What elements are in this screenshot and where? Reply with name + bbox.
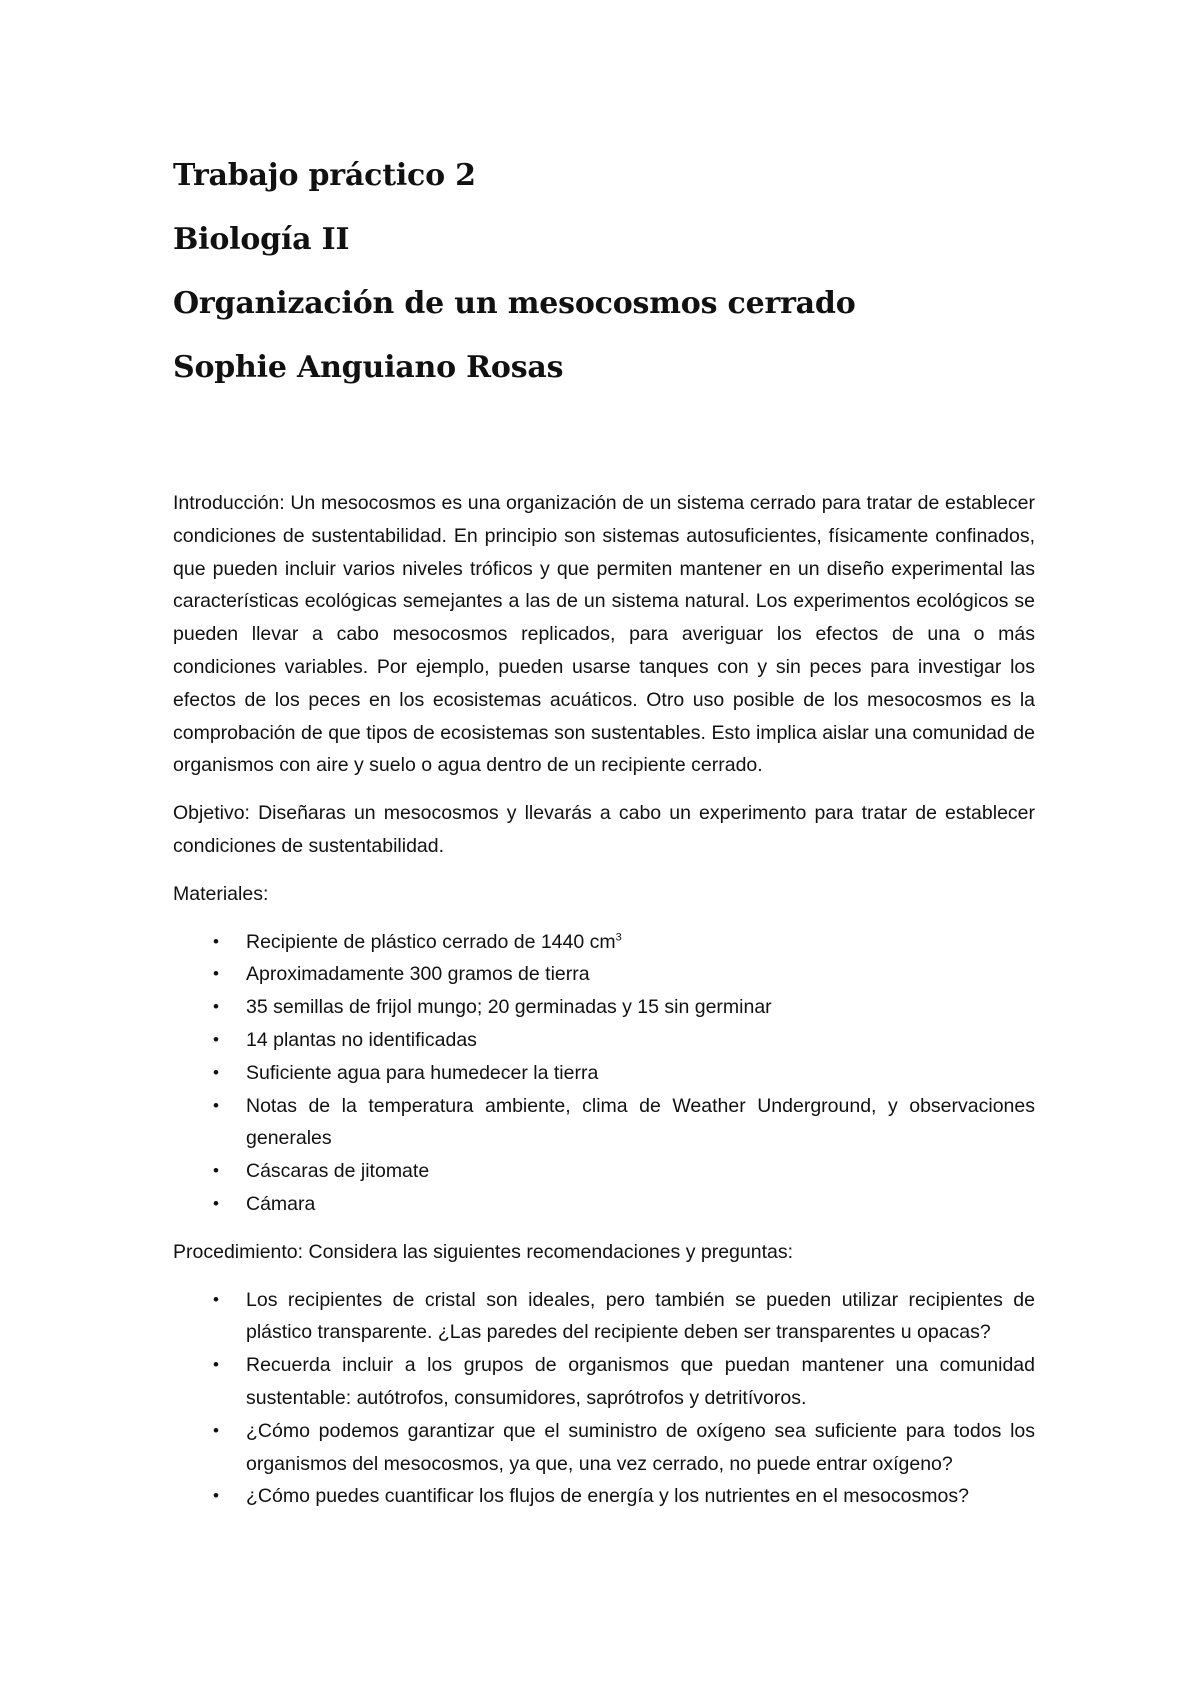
list-item xyxy=(173,1024,1035,1057)
procedure-heading: Procedimiento: Considera las siguientes recomendaciones y preguntas: xyxy=(173,1240,794,1263)
list-item xyxy=(173,1155,1035,1188)
bullet-icon: • xyxy=(213,1062,219,1082)
list-item xyxy=(173,1284,1035,1350)
objective-paragraph: Objetivo: Diseñaras un mesocosmos y llevarás a cabo un experimento para tratar de establecer condiciones de sustentabilidad. xyxy=(173,802,1035,857)
bullet-icon: • xyxy=(213,1161,219,1181)
procedure-list xyxy=(173,1284,1035,1514)
list-item xyxy=(173,991,1035,1024)
introduction-paragraph: Introducción: Un mesocosmos es una organización de un sistema cerrado para tratar de establecer condiciones de sustentabilidad. En principio son sistemas autosuficientes, físicamente confinados, que pueden incluir varios niveles tróficos y que permiten mantener en un diseño experimental las características ecológicas semejantes a las de un sistema natural. Los experimentos ecológicos se pueden llevar a cabo mesocosmos replicados, para averiguar los efectos de una o más condiciones variables. Por ejemplo, pueden usarse tanques con y sin peces para investigar los efectos de los peces en los ecosistemas acuáticos. Otro uso posible de los mesocosmos es la comprobación de que tipos de ecosistemas son sustentables. Esto implica aislar una comunidad de organismos con aire y suelo o agua dentro de un recipiente cerrado. xyxy=(173,492,1035,777)
material-text: Aproximadamente 300 gramos de tierra xyxy=(246,963,590,986)
bullet-icon: • xyxy=(213,1420,219,1440)
material-text: Cáscaras de jitomate xyxy=(246,1160,430,1183)
bullet-icon: • xyxy=(213,1486,219,1506)
document-title: Trabajo práctico 2 xyxy=(173,158,476,193)
material-text: Recipiente de plástico cerrado de 1440 cm xyxy=(246,930,616,953)
list-item xyxy=(173,926,1035,959)
list-item xyxy=(173,1480,1035,1513)
list-item xyxy=(173,1349,1035,1415)
procedure-text: ¿Cómo podemos garantizar que el suministro de oxígeno sea suficiente para todos los organismos del mesocosmos, ya que, una vez cerrado, no puede entrar oxígeno? xyxy=(246,1419,1035,1475)
materials-list xyxy=(173,926,1035,1221)
bullet-icon: • xyxy=(213,964,219,984)
material-text: Cámara xyxy=(246,1192,316,1215)
document-body xyxy=(173,487,1035,1528)
bullet-icon: • xyxy=(213,931,219,951)
material-text: Suficiente agua para humedecer la tierra xyxy=(246,1061,599,1084)
topic-heading: Organización de un mesocosmos cerrado xyxy=(173,286,856,321)
list-item xyxy=(173,1057,1035,1090)
bullet-icon: • xyxy=(213,1193,219,1213)
list-item xyxy=(173,1415,1035,1481)
list-item xyxy=(173,958,1035,991)
subject-heading: Biología II xyxy=(173,222,350,257)
title-block xyxy=(173,144,1035,400)
procedure-text: Recuerda incluir a los grupos de organismos que puedan mantener una comunidad sustentable: autótrofos, consumidores, saprótrofos y detritívoros. xyxy=(246,1354,1035,1409)
bullet-icon: • xyxy=(213,997,219,1017)
author-name: Sophie Anguiano Rosas xyxy=(173,350,564,385)
bullet-icon: • xyxy=(213,1095,219,1115)
list-item xyxy=(173,1188,1035,1221)
bullet-icon: • xyxy=(213,1355,219,1375)
bullet-icon: • xyxy=(213,1029,219,1049)
materials-heading: Materiales: xyxy=(173,882,269,905)
material-text: 14 plantas no identificadas xyxy=(246,1028,477,1051)
material-text: 35 semillas de frijol mungo; 20 germinadas y 15 sin germinar xyxy=(246,996,772,1019)
list-item xyxy=(173,1090,1035,1156)
superscript: 3 xyxy=(615,931,622,944)
procedure-text: Los recipientes de cristal son ideales, pero también se pueden utilizar recipientes de plástico transparente. ¿Las paredes del recipiente deben ser transparentes u opacas? xyxy=(246,1288,1035,1344)
procedure-text: ¿Cómo puedes cuantificar los flujos de energía y los nutrientes en el mesocosmos? xyxy=(246,1485,969,1508)
material-text: Notas de la temperatura ambiente, clima de Weather Underground, y observaciones generales xyxy=(246,1094,1035,1150)
bullet-icon: • xyxy=(213,1289,219,1309)
